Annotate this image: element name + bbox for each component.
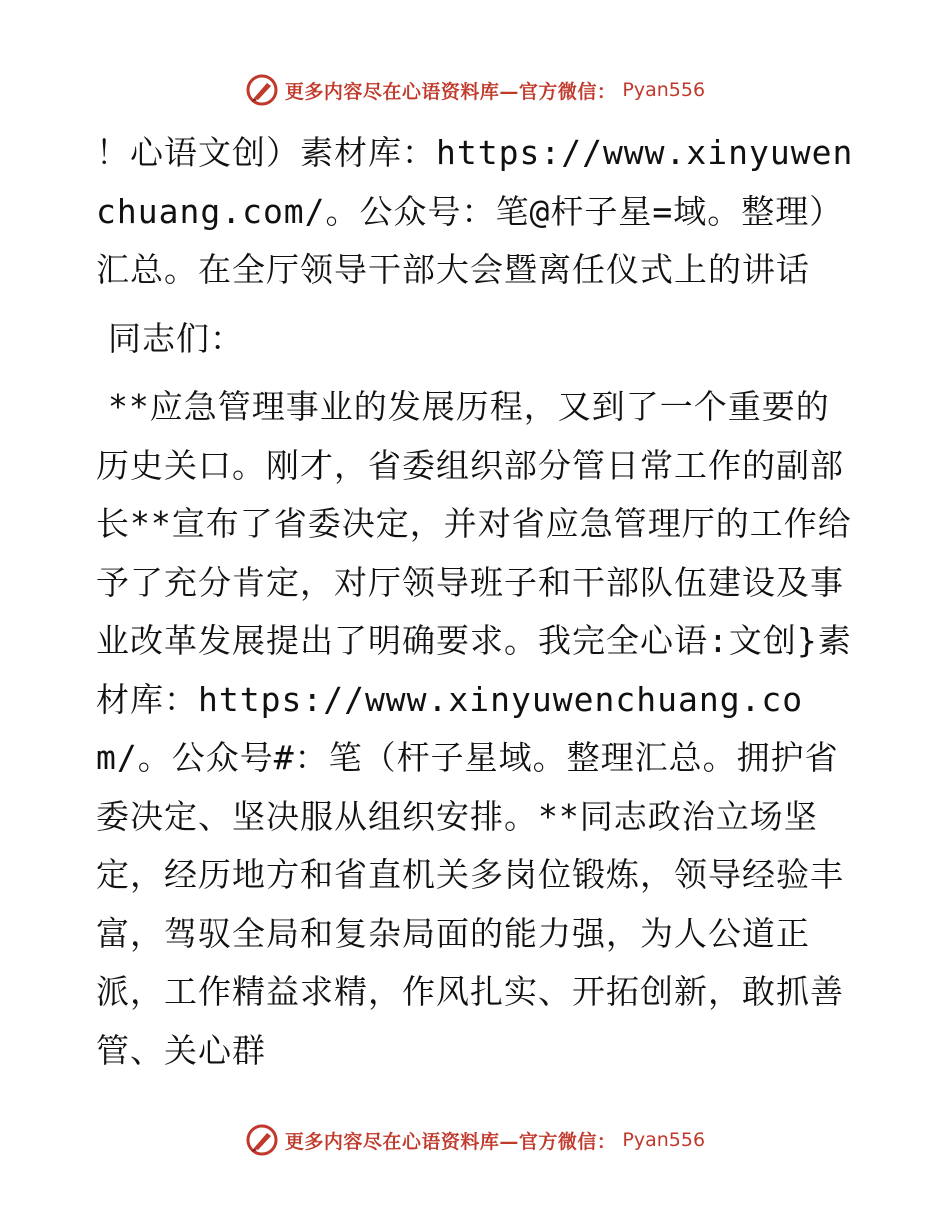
header-watermark: [0, 70, 950, 110]
salutation-paragraph: 同志们：: [108, 318, 244, 358]
document-title-paragraph: ！心语文创）素材库：https://www.xinyuwenchuang.com/。公众号：笔@杆子星=域。整理）汇总。在全厅领导干部大会暨离任仪式上的讲话: [96, 133, 854, 289]
document-body: [96, 124, 856, 1080]
watermark-contact: Pyan556: [622, 79, 706, 101]
pen-logo-icon: [245, 73, 279, 107]
watermark-contact: Pyan556: [622, 1129, 706, 1151]
watermark-text: 更多内容尽在心语资料库—官方微信：: [284, 1130, 617, 1153]
footer-watermark: [0, 1120, 950, 1160]
body-paragraph: **应急管理事业的发展历程，又到了一个重要的历史关口。刚才，省委组织部分管日常工作的副部长**宣布了省委决定，并对省应急管理厅的工作给予了充分肯定，对厅领导班子和干部队伍建设及事业改革发展提出了明确要求。我完全心语:文创}素材库：https://www.xinyuwenchuang.com/。公众号#：笔（杆子星域。整理汇总。拥护省委决定、坚决服从组织安排。**同志政治立场坚定，经历地方和省直机关多岗位锻炼，领导经验丰富，驾驭全局和复杂局面的能力强，为人公道正派，工作精益求精，作风扎实、开拓创新，敢抓善管、关心群: [96, 387, 852, 1070]
pen-logo-icon: [245, 1123, 279, 1157]
watermark-text: 更多内容尽在心语资料库—官方微信：: [284, 80, 617, 103]
